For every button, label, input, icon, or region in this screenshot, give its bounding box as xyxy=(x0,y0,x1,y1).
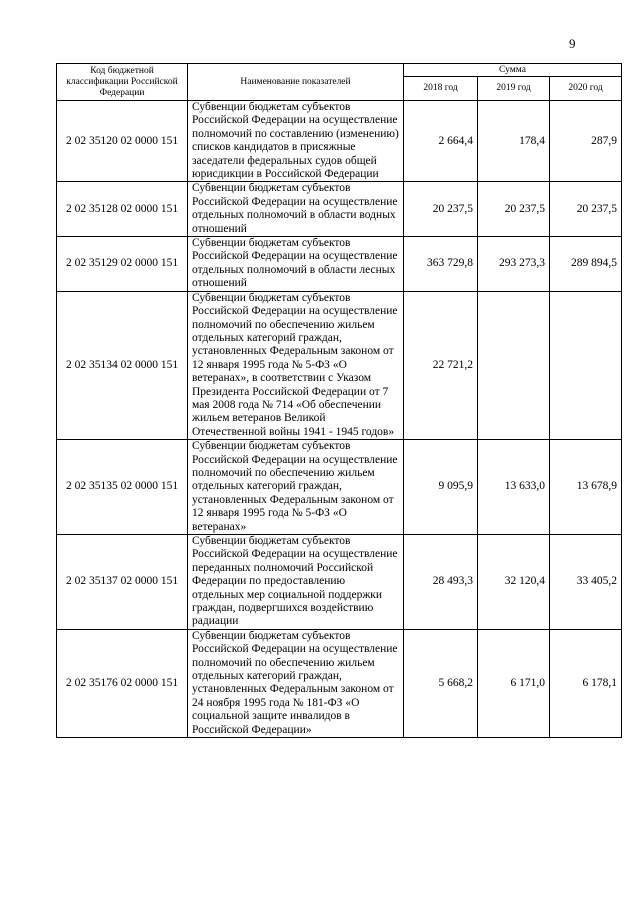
page-number: 9 xyxy=(569,36,576,51)
row-value-2020: 13 678,9 xyxy=(550,440,622,535)
row-name: Субвенции бюджетам субъектов Российской Федерации на осуществление переданных полномочий Российской Федерации по предоставлению отдельных мер социальной поддержки граждан, подвергшихся воздействию радиации xyxy=(188,535,404,630)
row-name: Субвенции бюджетам субъектов Российской Федерации на осуществление полномочий по обеспечению жильем отдельных категорий граждан, установленных Федеральным законом от 12 января 1995 года № 5-ФЗ «О ветеранах» xyxy=(188,440,404,535)
row-value-2019: 6 171,0 xyxy=(478,629,550,737)
row-code: 2 02 35176 02 0000 151 xyxy=(57,629,188,737)
row-code: 2 02 35135 02 0000 151 xyxy=(57,440,188,535)
row-name: Субвенции бюджетам субъектов Российской Федерации на осуществление полномочий по составлению (изменению) списков кандидатов в присяжные заседатели федеральных судов общей юрисдикции в Российской Федерации xyxy=(188,101,404,182)
row-name: Субвенции бюджетам субъектов Российской Федерации на осуществление отдельных полномочий в области водных отношений xyxy=(188,182,404,237)
row-name: Субвенции бюджетам субъектов Российской Федерации на осуществление полномочий по обеспечению жильем отдельных категорий граждан, установленных Федеральным законом от 12 января 1995 года № 5-ФЗ «О ветеранах», в соответствии с Указом Президента Российской Федерации от 7 мая 2008 года № 714 «Об обеспечении жильем ветеранов Великой Отечественной войны 1941 - 1945 годов» xyxy=(188,291,404,439)
header-name: Наименование показателей xyxy=(188,64,404,101)
row-value-2018: 20 237,5 xyxy=(404,182,478,237)
budget-table xyxy=(56,63,622,738)
row-value-2019: 13 633,0 xyxy=(478,440,550,535)
row-value-2020 xyxy=(550,291,622,439)
row-value-2020: 287,9 xyxy=(550,101,622,182)
row-value-2020: 33 405,2 xyxy=(550,535,622,630)
row-value-2020: 6 178,1 xyxy=(550,629,622,737)
header-year-2019: 2019 год xyxy=(478,77,550,101)
header-year-2020: 2020 год xyxy=(550,77,622,101)
row-name: Субвенции бюджетам субъектов Российской Федерации на осуществление полномочий по обеспечению жильем отдельных категорий граждан, установленных Федеральным законом от 24 ноября 1995 года № 181-ФЗ «О социальной защите инвалидов в Российской Федерации» xyxy=(188,629,404,737)
table-row xyxy=(57,440,622,535)
table-row xyxy=(57,535,622,630)
row-value-2019: 20 237,5 xyxy=(478,182,550,237)
row-value-2019 xyxy=(478,291,550,439)
row-value-2020: 20 237,5 xyxy=(550,182,622,237)
header-year-2018: 2018 год xyxy=(404,77,478,101)
table-row xyxy=(57,291,622,439)
header-code: Код бюджетной классификации Российской Федерации xyxy=(57,64,188,101)
table-row xyxy=(57,237,622,292)
row-name: Субвенции бюджетам субъектов Российской Федерации на осуществление отдельных полномочий в области лесных отношений xyxy=(188,237,404,292)
row-value-2019: 293 273,3 xyxy=(478,237,550,292)
row-value-2019: 178,4 xyxy=(478,101,550,182)
row-value-2019: 32 120,4 xyxy=(478,535,550,630)
table-row xyxy=(57,101,622,182)
row-code: 2 02 35128 02 0000 151 xyxy=(57,182,188,237)
row-value-2018: 363 729,8 xyxy=(404,237,478,292)
row-value-2018: 2 664,4 xyxy=(404,101,478,182)
row-value-2018: 9 095,9 xyxy=(404,440,478,535)
row-code: 2 02 35120 02 0000 151 xyxy=(57,101,188,182)
table-row xyxy=(57,629,622,737)
row-code: 2 02 35134 02 0000 151 xyxy=(57,291,188,439)
row-value-2018: 5 668,2 xyxy=(404,629,478,737)
row-value-2018: 22 721,2 xyxy=(404,291,478,439)
row-value-2018: 28 493,3 xyxy=(404,535,478,630)
header-row-top xyxy=(57,64,622,77)
row-code: 2 02 35129 02 0000 151 xyxy=(57,237,188,292)
row-code: 2 02 35137 02 0000 151 xyxy=(57,535,188,630)
row-value-2020: 289 894,5 xyxy=(550,237,622,292)
table-row xyxy=(57,182,622,237)
header-sum: Сумма xyxy=(404,64,622,77)
